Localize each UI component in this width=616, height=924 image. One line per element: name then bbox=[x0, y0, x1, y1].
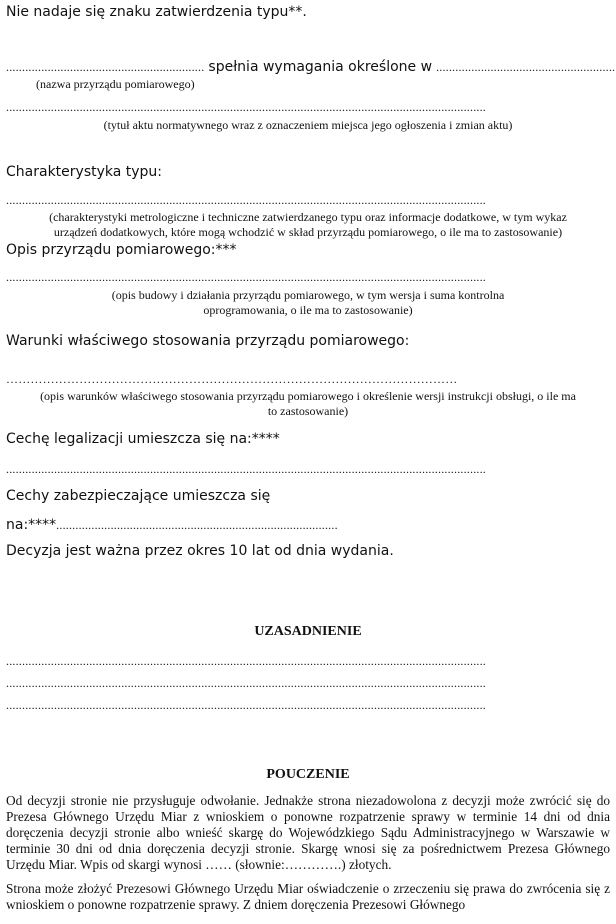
device-description-caption-2: oprogramowania, o ile ma to zastosowanie) bbox=[203, 303, 413, 317]
justification-heading: UZASADNIENIE bbox=[254, 624, 362, 639]
security-marks-blank: ........................................................................................ bbox=[56, 518, 338, 532]
instruction-heading: POUCZENIE bbox=[266, 767, 350, 782]
device-description-label: Opis przyrządu pomiarowego:*** bbox=[6, 242, 237, 258]
characteristics-blank: ...................................................................................................................................................... bbox=[6, 193, 486, 207]
security-marks-label: Cechy zabezpieczające umieszcza się bbox=[6, 488, 271, 504]
verification-mark-label: Cechę legalizacji umieszcza się na:**** bbox=[6, 431, 280, 447]
instruction-paragraph-2: Strona może złożyć Prezesowi Głównego Urzędu Miar oświadczenie o zrzeczeniu się prawa do zwrócenia się z wnioskiem o ponowne rozpatrzenie sprawy. Z dniem doręczenia Prezesowi Głównego bbox=[6, 881, 610, 912]
usage-conditions-blank: ………………………………………………………………………………………………… bbox=[6, 372, 458, 386]
act-reference-blank: ........................................................ bbox=[436, 60, 616, 74]
characteristics-label: Charakterystyka typu: bbox=[6, 164, 163, 180]
usage-conditions-label: Warunki właściwego stosowania przyrządu pomiarowego: bbox=[6, 333, 410, 349]
validity-statement: Decyzja jest ważna przez okres 10 lat od dnia wydania. bbox=[6, 543, 394, 559]
requirement-text: spełnia wymagania określone w bbox=[208, 59, 433, 75]
security-marks-prefix: na:**** bbox=[6, 517, 57, 533]
characteristics-caption-2: urządzeń dodatkowych, które mogą wchodzić w skład przyrządu pomiarowego, o ile ma to zastosowanie) bbox=[53, 225, 563, 239]
instruction-paragraph-1: Od decyzji stronie nie przysługuje odwołanie. Jednakże strona niezadowolona z decyzji może zwrócić się do Prezesa Głównego Urzędu Miar z wnioskiem o ponowne rozpatrzenie sprawy w terminie 14 dni od dnia doręczenia decyzji stronie albo wnieść skargę do Wojewódzkiego Sądu Administracyjnego w Warszawie w terminie 30 dni od dnia doręczenia decyzji stronie. Skargę wnosi się za pośrednictwem Prezesa Głównego Urzędu Miar. Wpis od skargi wynosi …… (słownie:………….) złotych. bbox=[6, 793, 610, 872]
security-marks-line bbox=[6, 516, 338, 534]
act-title-caption: (tytuł aktu normatywnego wraz z oznaczeniem miejsca jego ogłoszenia i zmian aktu) bbox=[103, 118, 513, 132]
usage-conditions-caption-1: (opis warunków właściwego stosowania przyrządu pomiarowego i określenie wersji instrukcji obsługi, o ile ma bbox=[40, 389, 576, 403]
characteristics-caption-1: (charakterystyki metrologiczne i techniczne zatwierdzanego typu oraz informacje dodatkowe, w tym wykaz bbox=[49, 210, 567, 224]
justification-line-2: ...................................................................................................................................................... bbox=[6, 676, 486, 690]
justification-line-1: ...................................................................................................................................................... bbox=[6, 654, 486, 668]
act-title-blank: ...................................................................................................................................................... bbox=[6, 100, 486, 114]
device-requirement-line bbox=[6, 58, 616, 76]
device-description-caption-1: (opis budowy i działania przyrządu pomiarowego, w tym wersja i suma kontrolna bbox=[111, 288, 505, 302]
device-description-blank: ...................................................................................................................................................... bbox=[6, 270, 486, 284]
justification-line-3: ...................................................................................................................................................... bbox=[6, 698, 486, 712]
verification-mark-blank: ...................................................................................................................................................... bbox=[6, 462, 486, 476]
device-name-caption: (nazwa przyrządu pomiarowego) bbox=[36, 77, 195, 91]
usage-conditions-caption-2: to zastosowanie) bbox=[267, 404, 349, 418]
device-name-blank: .............................................................. bbox=[6, 60, 205, 74]
type-approval-note: Nie nadaje się znaku zatwierdzenia typu**. bbox=[6, 4, 307, 20]
